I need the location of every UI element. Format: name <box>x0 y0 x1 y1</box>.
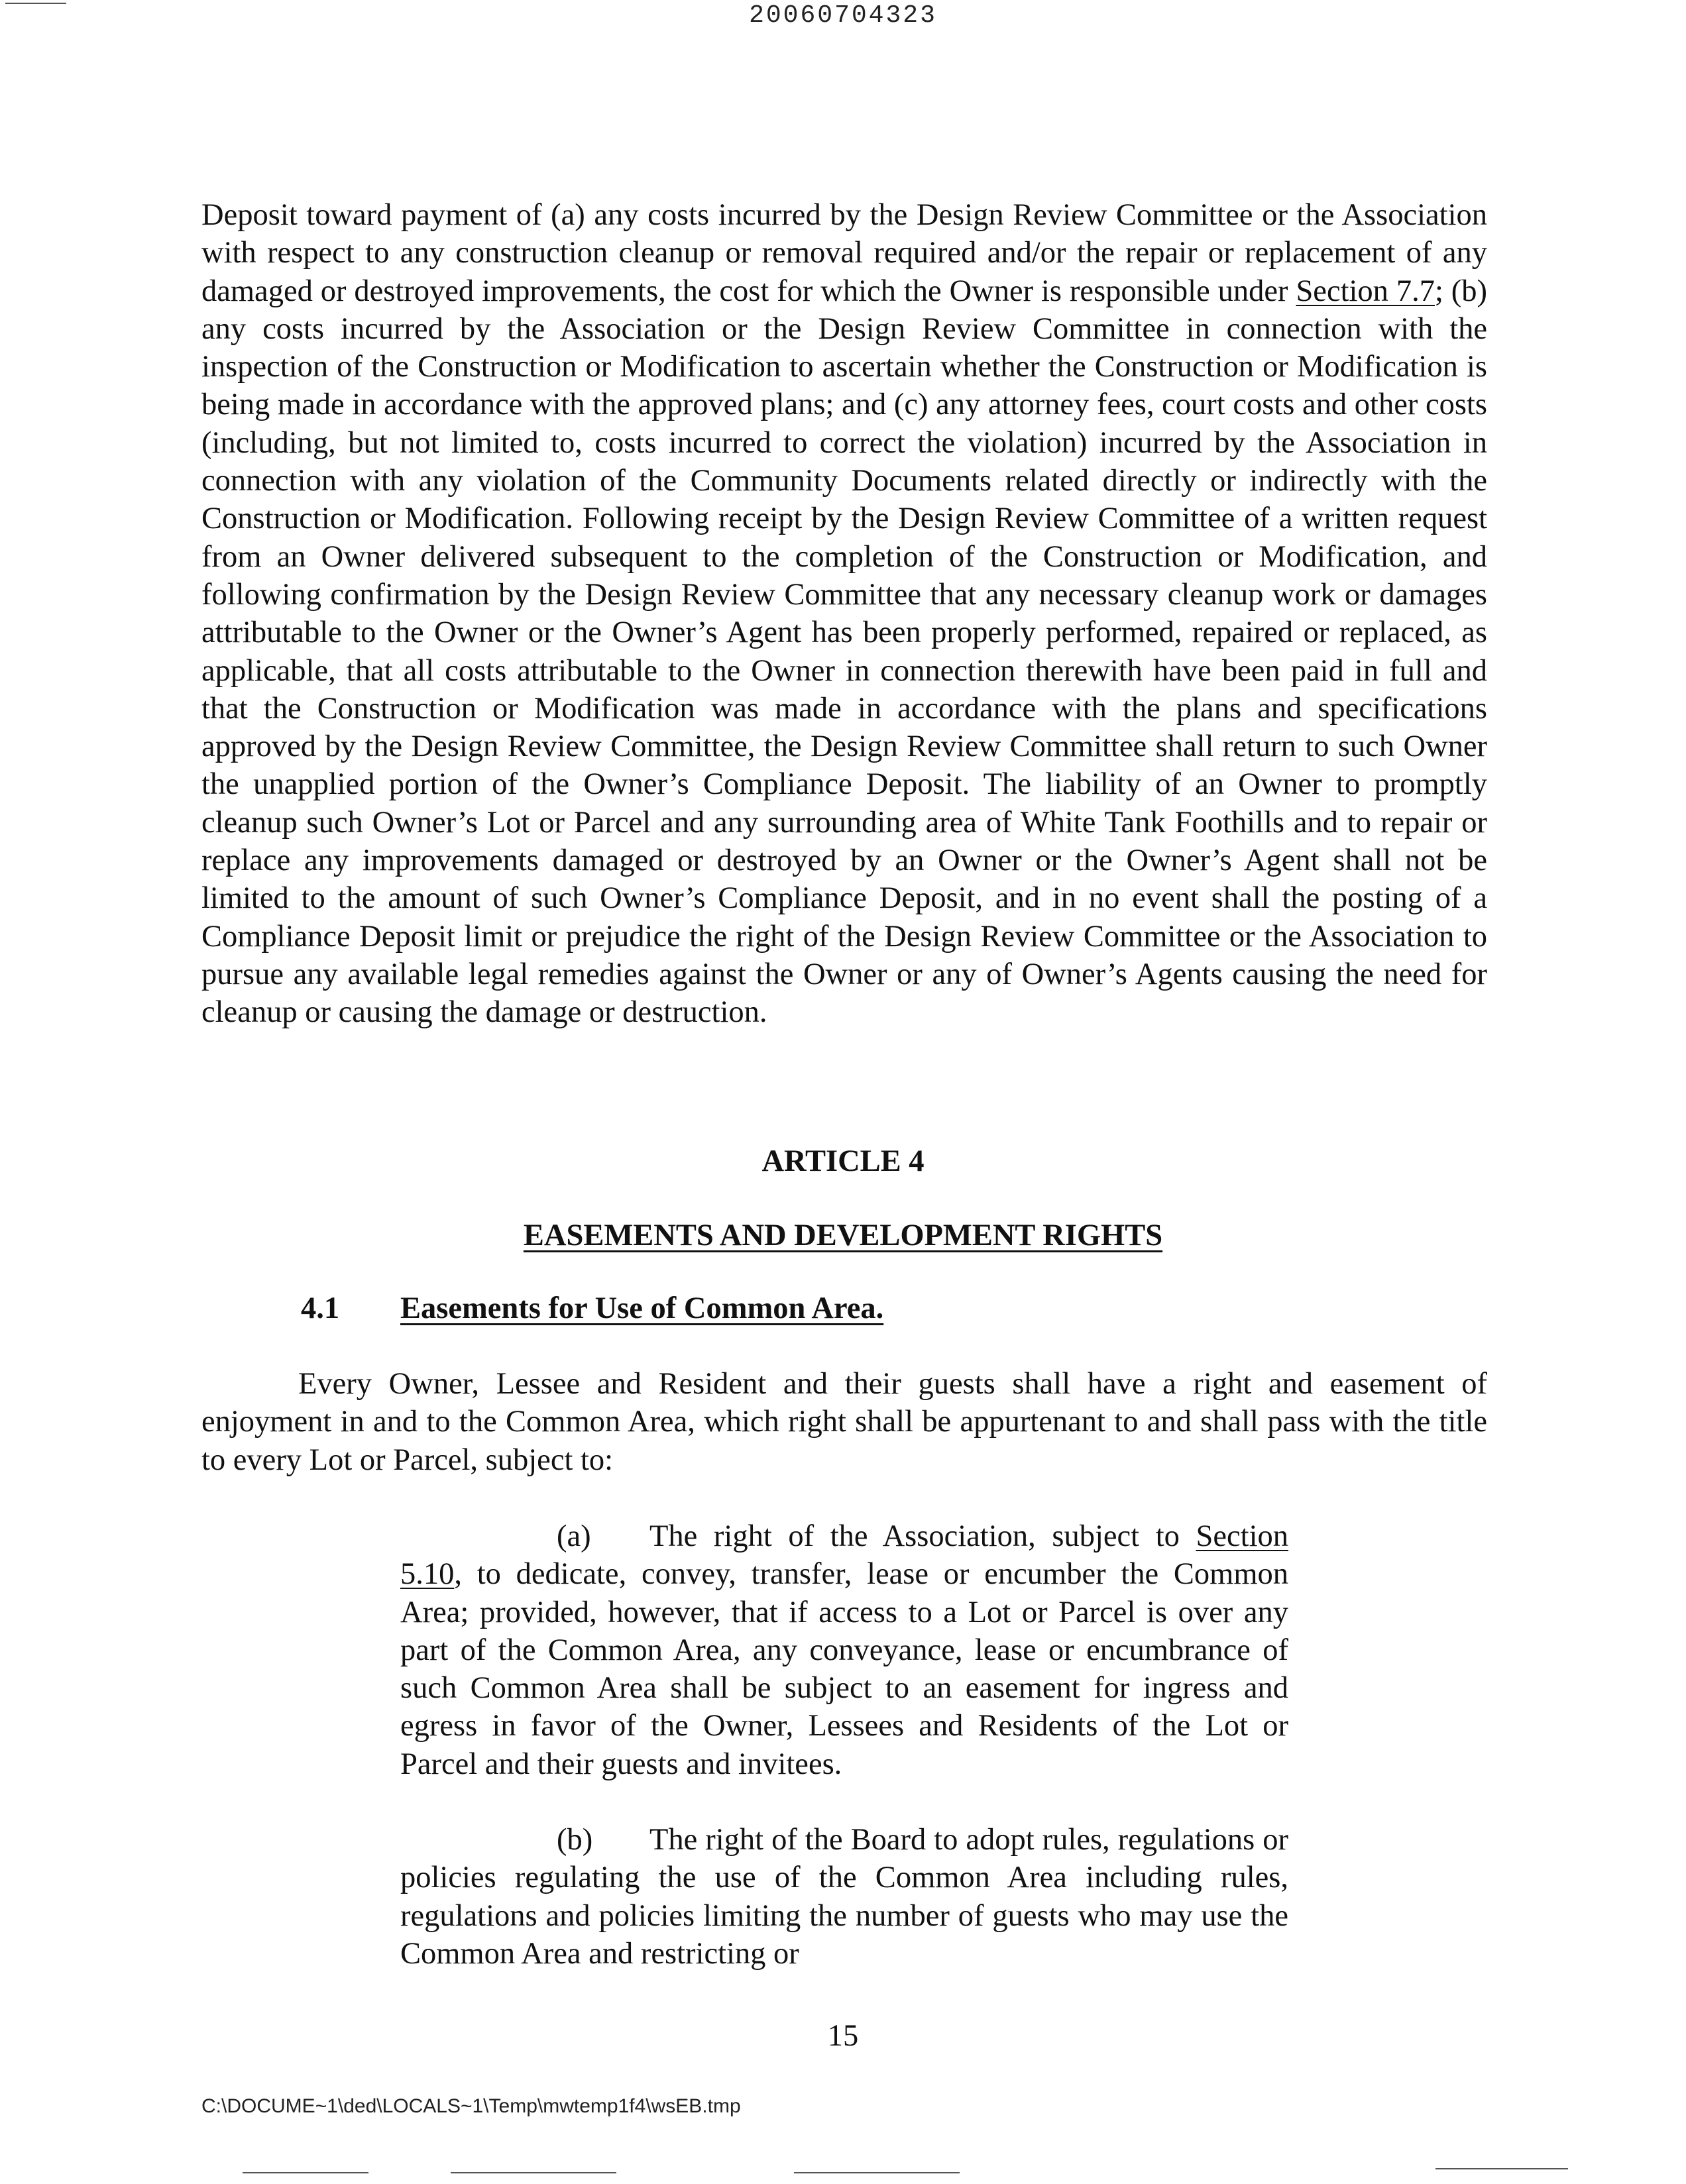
subparagraph-a-label: (a) <box>557 1519 591 1553</box>
intro-paragraph: Every Owner, Lessee and Resident and their guests shall have a right and easement of enjoyment in and to the Common Area, which right shall be appurtenant to and shall pass with the title to every Lot or Parcel, subject to: <box>201 1367 1487 1477</box>
subparagraph-b-label: (b) <box>557 1823 593 1857</box>
scan-artifact-bottom-1 <box>243 2172 368 2173</box>
section-number: 4.1 <box>301 1291 340 1325</box>
page-number: 15 <box>827 2019 859 2053</box>
footer-file-path: C:\DOCUME~1\ded\LOCALS~1\Temp\mwtemp1f4\wsEB.tmp <box>201 2095 741 2117</box>
article-title: EASEMENTS AND DEVELOPMENT RIGHTS <box>523 1219 1163 1252</box>
section-title: Easements for Use of Common Area. <box>400 1291 884 1325</box>
subparagraph-a-lead: The right of the Association, subject to <box>649 1519 1196 1553</box>
subparagraph-a-text: , to dedicate, convey, transfer, lease or encumber the Common Area; provided, however, that if access to a Lot or Parcel is over any part of the Common Area, any conveyance, lease or encumbrance of such Common Area shall be subject to an easement for ingress and egress in favor of the Owner, Lessees and Residents of the Lot or Parcel and their guests and invitees. <box>400 1557 1288 1781</box>
scan-artifact-bottom-4 <box>1435 2168 1568 2169</box>
article-title-wrapper <box>0 1217 1686 1254</box>
subparagraph-b <box>400 1821 1288 1973</box>
continuation-paragraph <box>201 196 1487 1032</box>
scan-artifact-bottom-3 <box>794 2172 960 2173</box>
subparagraph-b-text: The right of the Board to adopt rules, regulations or policies regulating the use of the Common Area including rules, regulations and policies limiting the number of guests who may use the Common Area and restricting or <box>400 1823 1288 1971</box>
continuation-text-part1: Deposit toward payment of (a) any costs incurred by the Design Review Committee or the Association with respect to any construction cleanup or removal required and/or the repair or replacement of any damaged or destroyed improvements, the cost for which the Owner is responsible under <box>201 198 1487 308</box>
scan-artifact-bottom-2 <box>451 2172 616 2173</box>
article-number: ARTICLE 4 <box>761 1144 925 1178</box>
recording-number: 20060704323 <box>749 1 937 30</box>
section-reference-5-10: Section 5.10 <box>400 1519 1288 1592</box>
section-heading <box>301 1289 883 1327</box>
continuation-text-part2: ; (b) any costs incurred by the Association or the Design Review Committee in connection with the inspection of the Construction or Modification to ascertain whether the Construction or Modification is being made in accordance with the approved plans; and (c) any attorney fees, court costs and other costs (including, but not limited to, costs incurred to correct the violation) incurred by the Association in connection with any violation of the Community Documents related directly or indirectly with the Construction or Modification. Following receipt by the Design Review Committee of a written request from an Owner delivered subsequent to the completion of the Construction or Modification, and following confirmation by the Design Review Committee that any necessary cleanup work or damages attributable to the Owner or the Owner’s Agent has been properly performed, repaired or replaced, as applicable, that all costs attributable to the Owner in connection therewith have been paid in full and that the Construction or Modification was made in accordance with the plans and specifications approved by the Design Review Committee, the Design Review Committee shall return to such Owner the unapplied portion of the Owner’s Compliance Deposit. The liability of an Owner to promptly cleanup such Owner’s Lot or Parcel and any surrounding area of White Tank Foothills and to repair or replace any improvements damaged or destroyed by an Owner or the Owner’s Agent shall not be limited to the amount of such Owner’s Compliance Deposit, and in no event shall the posting of a Compliance Deposit limit or prejudice the right of the Design Review Committee or the Association to pursue any available legal remedies against the Owner or any of Owner’s Agents causing the need for cleanup or causing the damage or destruction. <box>201 274 1488 1030</box>
section-reference-7-7: Section 7.7 <box>1296 274 1435 308</box>
subparagraph-a <box>400 1517 1288 1783</box>
